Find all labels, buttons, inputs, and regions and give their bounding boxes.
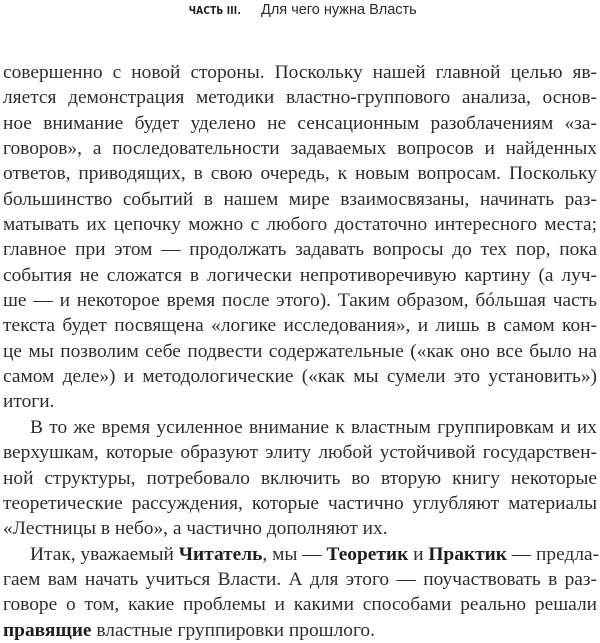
text-line: ляется демонстрация методики властно-группового анализа, основ- [3, 87, 597, 109]
text-line: ное внимание будет уделено не сенсационным разоблачениям «за- [3, 112, 597, 134]
text-line: главное при этом — продолжать задавать вопросы до тех пор, пока [3, 239, 597, 261]
text-line: це мы позволим себе подвести содержательные («как оно все было на [3, 340, 597, 362]
chapter-title: Для чего нужна Власть [261, 2, 417, 18]
bold-term-reader: Читатель [178, 543, 263, 565]
text-run: властные группировки прошлого. [91, 619, 375, 641]
text-line: совершенно с новой стороны. Поскольку нашей главной целью яв- [3, 62, 597, 83]
text-line: события не сложатся в логически непротиворечивую картину (а луч- [3, 264, 597, 286]
text-run: — предла- [506, 543, 600, 565]
text-run: и [408, 543, 429, 565]
bold-term-practitioner: Практик [428, 543, 507, 565]
text-line: матывать их цепочку можно с любого достаточно интересного места; [3, 214, 597, 236]
text-line: верхушкам, которые образуют элиту любой устойчивой государствен- [3, 442, 597, 464]
text-line: текста будет посвящена «логике исследования», и лишь в самом кон- [3, 315, 597, 337]
text-line: самом деле») и методологические («как мы сумели это установить») [3, 366, 597, 388]
page-body [3, 60, 600, 643]
text-line: гаем вам начать учиться Власти. А для этого — поучаствовать в раз- [3, 568, 597, 590]
running-header [0, 2, 600, 19]
text-line: говоров», а последовательности задаваемых вопросов и найденных [3, 138, 597, 160]
text-line: теоретические рассуждения, которые частично углубляют материалы [3, 492, 597, 514]
text-line [3, 542, 600, 567]
text-line: итоги. [3, 391, 55, 413]
text-run: Итак, уважаемый [30, 543, 179, 565]
part-label: ЧАСТЬ III. [188, 4, 242, 17]
text-line: говоре о том, какие проблемы и какими способами реально решали [3, 594, 597, 616]
bold-term-ruling: правящие [3, 619, 92, 641]
paragraph-1 [3, 60, 597, 415]
bold-term-theorist: Теоретик [326, 543, 409, 565]
text-line: ше — и некоторое время после этого). Таким образом, бóльшая часть [3, 290, 597, 312]
text-line [3, 618, 597, 643]
text-line: В то же время усиленное внимание к властным группировкам и их [30, 416, 597, 438]
paragraph-3 [3, 542, 600, 643]
text-line: ной структуры, потребовало включить во вторую книгу некоторые [3, 467, 597, 489]
text-line: большинство событий в нашем мире взаимосвязаны, начинать раз- [3, 188, 597, 210]
text-run: , мы — [262, 543, 327, 565]
text-line: «Лестницы в небо», а частично дополняют их. [3, 518, 388, 540]
paragraph-2 [3, 415, 597, 542]
text-line: ответов, приводящих, в свою очередь, к новым вопросам. Поскольку [3, 163, 597, 185]
